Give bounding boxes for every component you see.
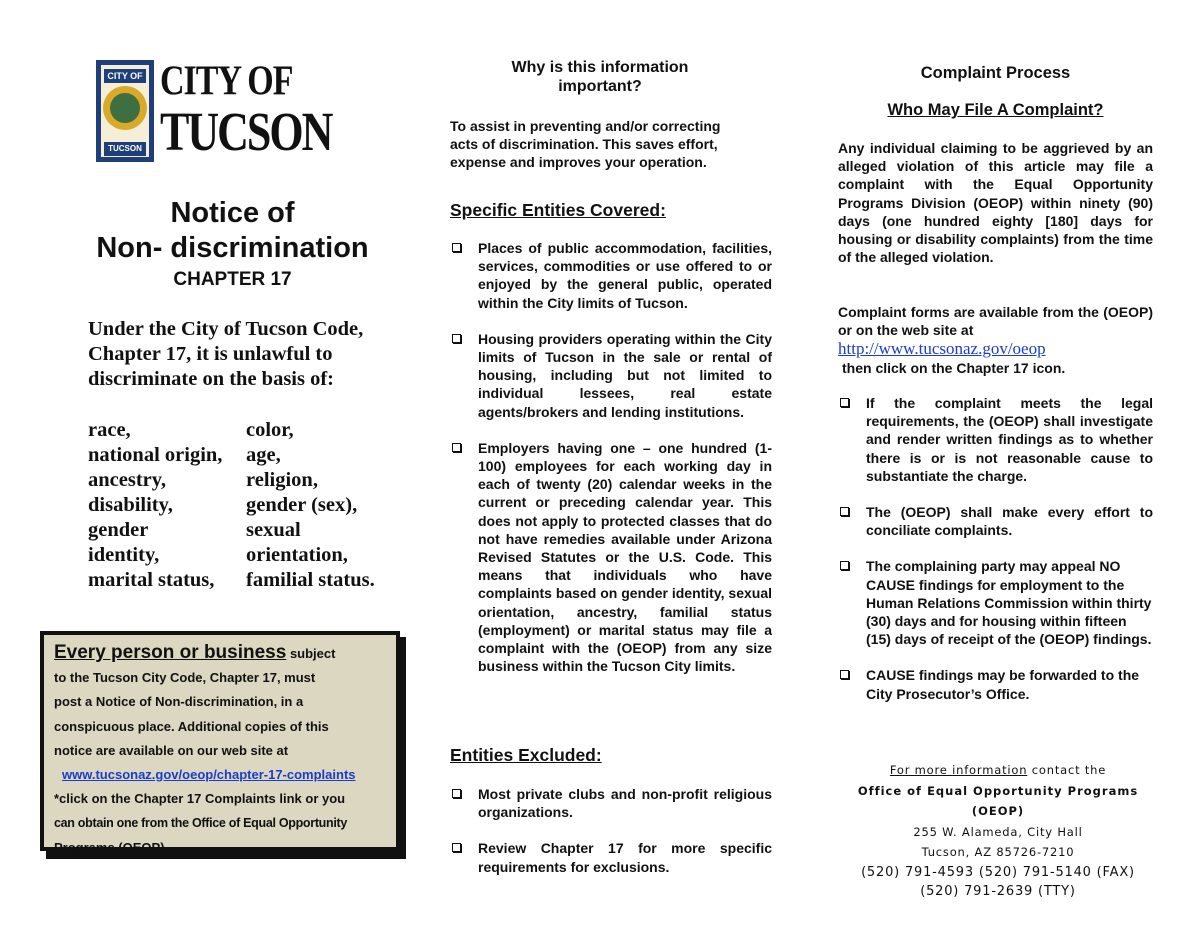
list-item-text: The complaining party may appeal NO CAUSE findings for employment to the Human Relations Commission within thirty (30) days and for housing within fifteen (15) days of receipt of the (OEOP) findings.	[866, 558, 1152, 648]
basis-item: orientation,	[246, 544, 348, 566]
list-item	[450, 839, 772, 875]
checkbox-bullet-icon	[452, 243, 461, 252]
checkbox-bullet-icon	[452, 334, 461, 343]
covered-heading: Specific Entities Covered:	[450, 200, 666, 220]
more-info-label: For more information	[889, 763, 1028, 777]
notice-line: to the Tucson City Code, Chapter 17, must	[54, 670, 316, 686]
page-title	[40, 196, 425, 266]
title-line-2: Non- discrimination	[96, 232, 369, 264]
basis-item: national origin,	[88, 444, 223, 466]
complaint-forms-tail: then click on the Chapter 17 icon.	[842, 360, 1066, 377]
logo-word-city: CITY OF	[160, 58, 293, 105]
checkbox-bullet-icon	[840, 561, 849, 570]
list-item	[450, 330, 772, 421]
list-item	[450, 785, 772, 821]
eligibility-text: Any individual claiming to be aggrieved by an alleged violation of this article may file a complaint with the Equal Opportunity Programs Division (OEOP) within ninety (90) days (one hundred eighty [180] days for housing or disability complaints) from the time of the alleged violation.	[838, 140, 1153, 266]
contact-the-label: contact the	[1027, 763, 1107, 777]
basis-item: color,	[246, 419, 294, 441]
notice-heading-tail: subject	[286, 646, 336, 661]
city-of-tucson-logo	[96, 58, 332, 164]
basis-item: marital status,	[88, 569, 215, 591]
chapter-17-complaints-link[interactable]: www.tucsonaz.gov/oeop/chapter-17-complaints	[62, 767, 356, 783]
checkbox-bullet-icon	[840, 398, 849, 407]
logo-word-tucson: TUCSON	[160, 101, 332, 163]
checkbox-bullet-icon	[452, 843, 461, 852]
list-item	[450, 239, 772, 312]
basis-item: race,	[88, 419, 131, 441]
complaint-forms-sentence: Complaint forms are available from the (OEOP) or on the web site at	[838, 304, 1153, 339]
list-item	[838, 394, 1153, 485]
notice-heading: Every person or business	[54, 642, 287, 663]
list-item	[838, 557, 1153, 648]
notice-line: can obtain one from the Office of Equal Opportunity	[54, 816, 348, 831]
list-item-text: Employers having one – one hundred (1-100) employees for each working day in each of twenty (20) calendar weeks in the current or preceding calendar year. This does not apply to protected classes that do not have remedies available under Arizona Revised Statutes or the U.S. Code. This means that individuals who have complaints based on gender identity, sexual orientation, ancestry, familial status (employment) or marital status may file a complaint with the (OEOP) from any size business within the Tucson City limits.	[478, 439, 772, 675]
posting-notice-box	[40, 631, 400, 855]
who-may-file-heading: Who May File A Complaint?	[887, 101, 1104, 119]
phone-line-2: (520) 791-2639 (TTY)	[920, 883, 1076, 899]
basis-item: religion,	[246, 469, 318, 491]
question-heading	[450, 58, 750, 96]
office-name: Office of Equal Opportunity Programs (OEOP)	[857, 783, 1139, 818]
notice-line: post a Notice of Non-discrimination, in a	[54, 694, 304, 710]
checkbox-bullet-icon	[840, 670, 849, 679]
checkbox-bullet-icon	[452, 443, 461, 452]
checkbox-bullet-icon	[452, 789, 461, 798]
list-item-text: CAUSE findings may be forwarded to the City Prosecutor’s Office.	[866, 667, 1140, 702]
basis-item: disability,	[88, 494, 173, 516]
basis-item: gender (sex),	[246, 494, 358, 516]
notice-line: notice are available on our web site at	[54, 742, 289, 758]
intro-text: Under the City of Tucson Code, Chapter 17, it is unlawful to discriminate on the basis of:	[88, 318, 364, 390]
basis-item: sexual	[246, 519, 301, 541]
chapter-label: CHAPTER 17	[173, 269, 292, 290]
list-item	[838, 503, 1153, 539]
complaint-forms-text	[838, 303, 1153, 378]
seal-bottom-text: TUCSON	[104, 142, 146, 156]
city-seal-icon	[96, 60, 154, 162]
covered-list	[450, 239, 772, 693]
seal-top-text: CITY OF	[104, 69, 146, 83]
excluded-list	[450, 785, 772, 894]
address-line-2: Tucson, AZ 85726-7210	[921, 845, 1075, 859]
protected-bases-list	[88, 418, 418, 593]
notice-line: conspicuous place. Additional copies of this	[54, 718, 329, 734]
notice-line: Programs (OEOP)	[54, 839, 165, 855]
notice-line: *click on the Chapter 17 Complaints link or you	[54, 791, 346, 807]
list-item-text: If the complaint meets the legal requirements, the (OEOP) shall investigate and render written findings as to whether there is or is not reasonable cause to substantiate the charge.	[866, 395, 1153, 484]
list-item-text: Review Chapter 17 for more specific requirements for exclusions.	[478, 840, 772, 875]
checkbox-bullet-icon	[840, 507, 849, 516]
address-line-1: 255 W. Alameda, City Hall	[913, 824, 1083, 839]
question-line-1: Why is this information	[511, 59, 689, 76]
list-item-text: Housing providers operating within the City limits of Tucson in the sale or rental of housing, including but not limited to individual lessees, real estate agents/brokers and lending institutions.	[478, 330, 772, 420]
basis-item: age,	[246, 444, 281, 466]
process-list	[838, 394, 1153, 721]
basis-item: gender	[88, 519, 149, 541]
importance-text: To assist in preventing and/or correcting acts of discrimination. This saves effort, expense and improves your operation.	[450, 118, 721, 171]
oeop-website-link[interactable]: http://www.tucsonaz.gov/oeop	[838, 339, 1046, 359]
list-item-text: The (OEOP) shall make every effort to conciliate complaints.	[866, 504, 1153, 539]
basis-item: identity,	[88, 544, 160, 566]
question-line-2: important?	[558, 78, 642, 95]
basis-item: familial status.	[246, 569, 375, 591]
contact-block	[838, 760, 1158, 901]
list-item-text: Places of public accommodation, facilities, services, commodities or use offered to or enjoyed by the general public, operated within the City limits of Tucson.	[478, 240, 772, 311]
title-line-1: Notice of	[170, 197, 295, 229]
list-item-text: Most private clubs and non-profit religious organizations.	[478, 786, 772, 821]
basis-item: ancestry,	[88, 469, 166, 491]
excluded-heading: Entities Excluded:	[450, 745, 602, 765]
phone-line-1: (520) 791-4593 (520) 791-5140 (FAX)	[861, 864, 1135, 880]
complaint-process-heading: Complaint Process	[920, 64, 1071, 82]
list-item	[838, 666, 1153, 702]
list-item	[450, 439, 772, 676]
